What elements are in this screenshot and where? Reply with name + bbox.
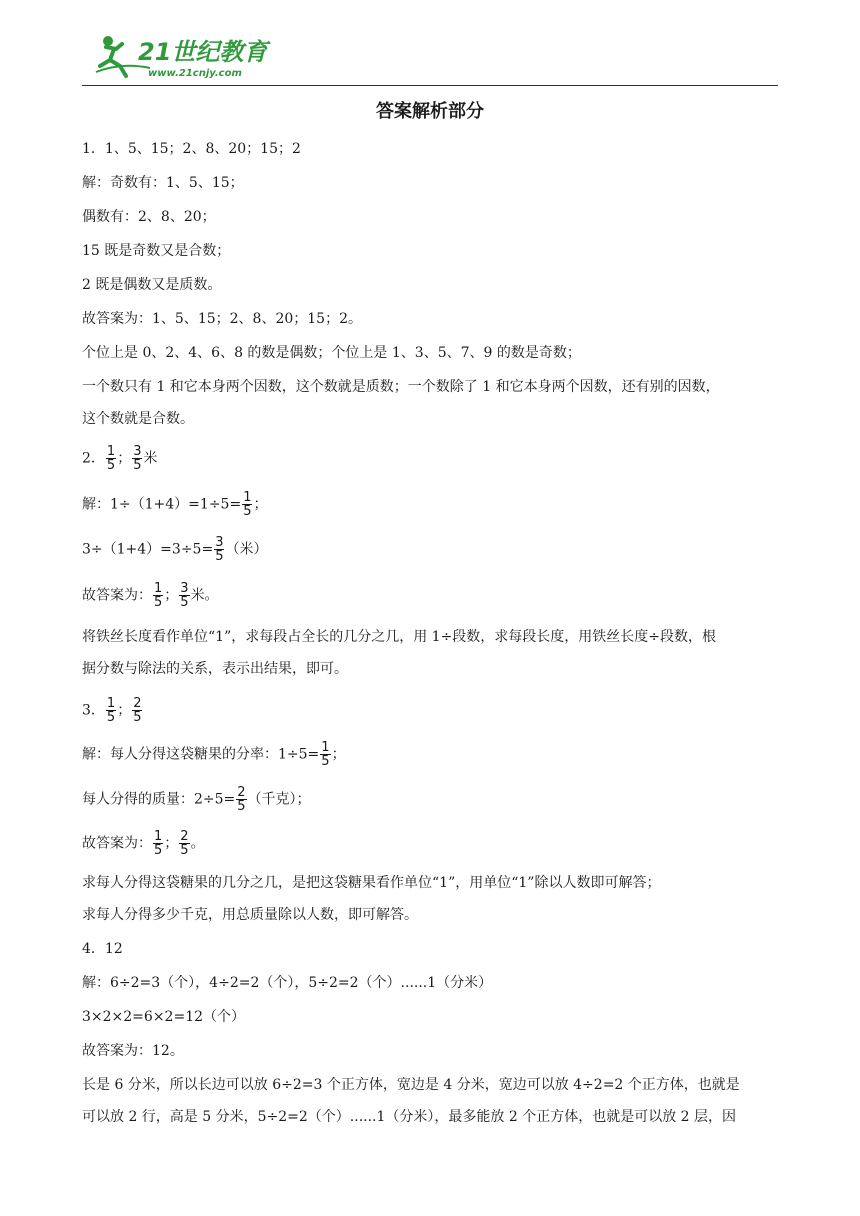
q1-line-8: 这个数就是合数。 — [82, 411, 194, 427]
q2-line-2: 3÷（1+4）=3÷5= $\frac{3}{5}$ （米） — [82, 535, 268, 564]
fraction: $\frac{1}{5}$ — [154, 581, 163, 610]
q3-line-2: 每人分得的质量：2÷5= $\frac{2}{5}$ （千克）； — [82, 785, 311, 814]
q1-line-1: 解：奇数有：1、5、15； — [82, 175, 244, 191]
q2-line-5: 据分数与除法的关系，表示出结果，即可。 — [82, 661, 348, 677]
page-header — [82, 30, 778, 86]
fraction: $\frac{1}{5}$ — [106, 444, 116, 473]
q1-line-5: 故答案为：1、5、15；2、8、20；15；2。 — [82, 311, 362, 327]
q2-line-4: 将铁丝长度看作单位“1”，求每段占全长的几分之几，用 1÷段数，求每段长度，用铁丝长度÷段数，根 — [82, 629, 717, 645]
header-divider — [82, 85, 778, 86]
q4-line-5: 可以放 2 行，高是 5 分米，5÷2=2（个）......1（分米），最多能放 2 个正方体，也就是可以放 2 层，因 — [82, 1109, 737, 1125]
fraction: $\frac{3}{5}$ — [215, 535, 224, 564]
q3-line-4: 求每人分得这袋糖果的几分之几，是把这袋糖果看作单位“1”，用单位“1”除以人数即可解答； — [82, 875, 661, 891]
q3-line-1: 解：每人分得这袋糖果的分率：1÷5= $\frac{1}{5}$ ； — [82, 740, 346, 769]
page-title: 答案解析部分 — [376, 101, 484, 122]
q2-answer: 2． $\frac{1}{5}$ ； $\frac{3}{5}$ 米 — [82, 444, 158, 473]
q4-line-4: 长是 6 分米，所以长边可以放 6÷2=3 个正方体，宽边是 4 分米，宽边可以放 4÷2=2 个正方体，也就是 — [82, 1077, 740, 1093]
q4-line-2: 3×2×2=6×2=12（个） — [82, 1009, 246, 1025]
q1-line-4: 2 既是偶数又是质数。 — [82, 277, 222, 293]
fraction: $\frac{3}{5}$ — [180, 581, 189, 610]
fraction: $\frac{1}{5}$ — [154, 829, 163, 858]
q4-line-1: 解：6÷2=3（个），4÷2=2（个），5÷2=2（个）......1（分米） — [82, 975, 493, 991]
q2-line-3: 故答案为： $\frac{1}{5}$ ； $\frac{3}{5}$ 米。 — [82, 581, 219, 610]
q2-line-1: 解：1÷（1+4）=1÷5= $\frac{1}{5}$ ； — [82, 490, 268, 519]
fraction: $\frac{2}{5}$ — [237, 785, 246, 814]
q3-line-5: 求每人分得多少千克，用总质量除以人数，即可解答。 — [82, 907, 418, 923]
fraction: $\frac{1}{5}$ — [243, 490, 252, 519]
fraction: $\frac{2}{5}$ — [180, 829, 189, 858]
q4-line-3: 故答案为：12。 — [82, 1043, 184, 1059]
brand-logo — [92, 32, 292, 80]
brand-url: www.21cnjy.com — [148, 68, 242, 79]
q1-line-2: 偶数有：2、8、20； — [82, 209, 216, 225]
q1-line-7: 一个数只有 1 和它本身两个因数，这个数就是质数；一个数除了 1 和它本身两个因数，还有别的因数， — [82, 379, 720, 395]
fraction: $\frac{3}{5}$ — [133, 444, 142, 473]
q3-answer: 3． $\frac{1}{5}$ ； $\frac{2}{5}$ — [82, 696, 142, 725]
fraction: $\frac{1}{5}$ — [106, 696, 116, 725]
q1-line-3: 15 既是奇数又是合数； — [82, 243, 231, 259]
q1-answer: 1．1、5、15；2、8、20；15；2 — [82, 141, 301, 157]
fraction: $\frac{2}{5}$ — [133, 696, 142, 725]
q3-line-3: 故答案为： $\frac{1}{5}$ ； $\frac{2}{5}$ 。 — [82, 829, 205, 858]
brand-name: 21世纪教育 — [138, 38, 268, 66]
q4-answer: 4．12 — [82, 941, 123, 957]
fraction: $\frac{1}{5}$ — [321, 740, 330, 769]
q1-line-6: 个位上是 0、2、4、6、8 的数是偶数；个位上是 1、3、5、7、9 的数是奇数； — [82, 345, 581, 361]
